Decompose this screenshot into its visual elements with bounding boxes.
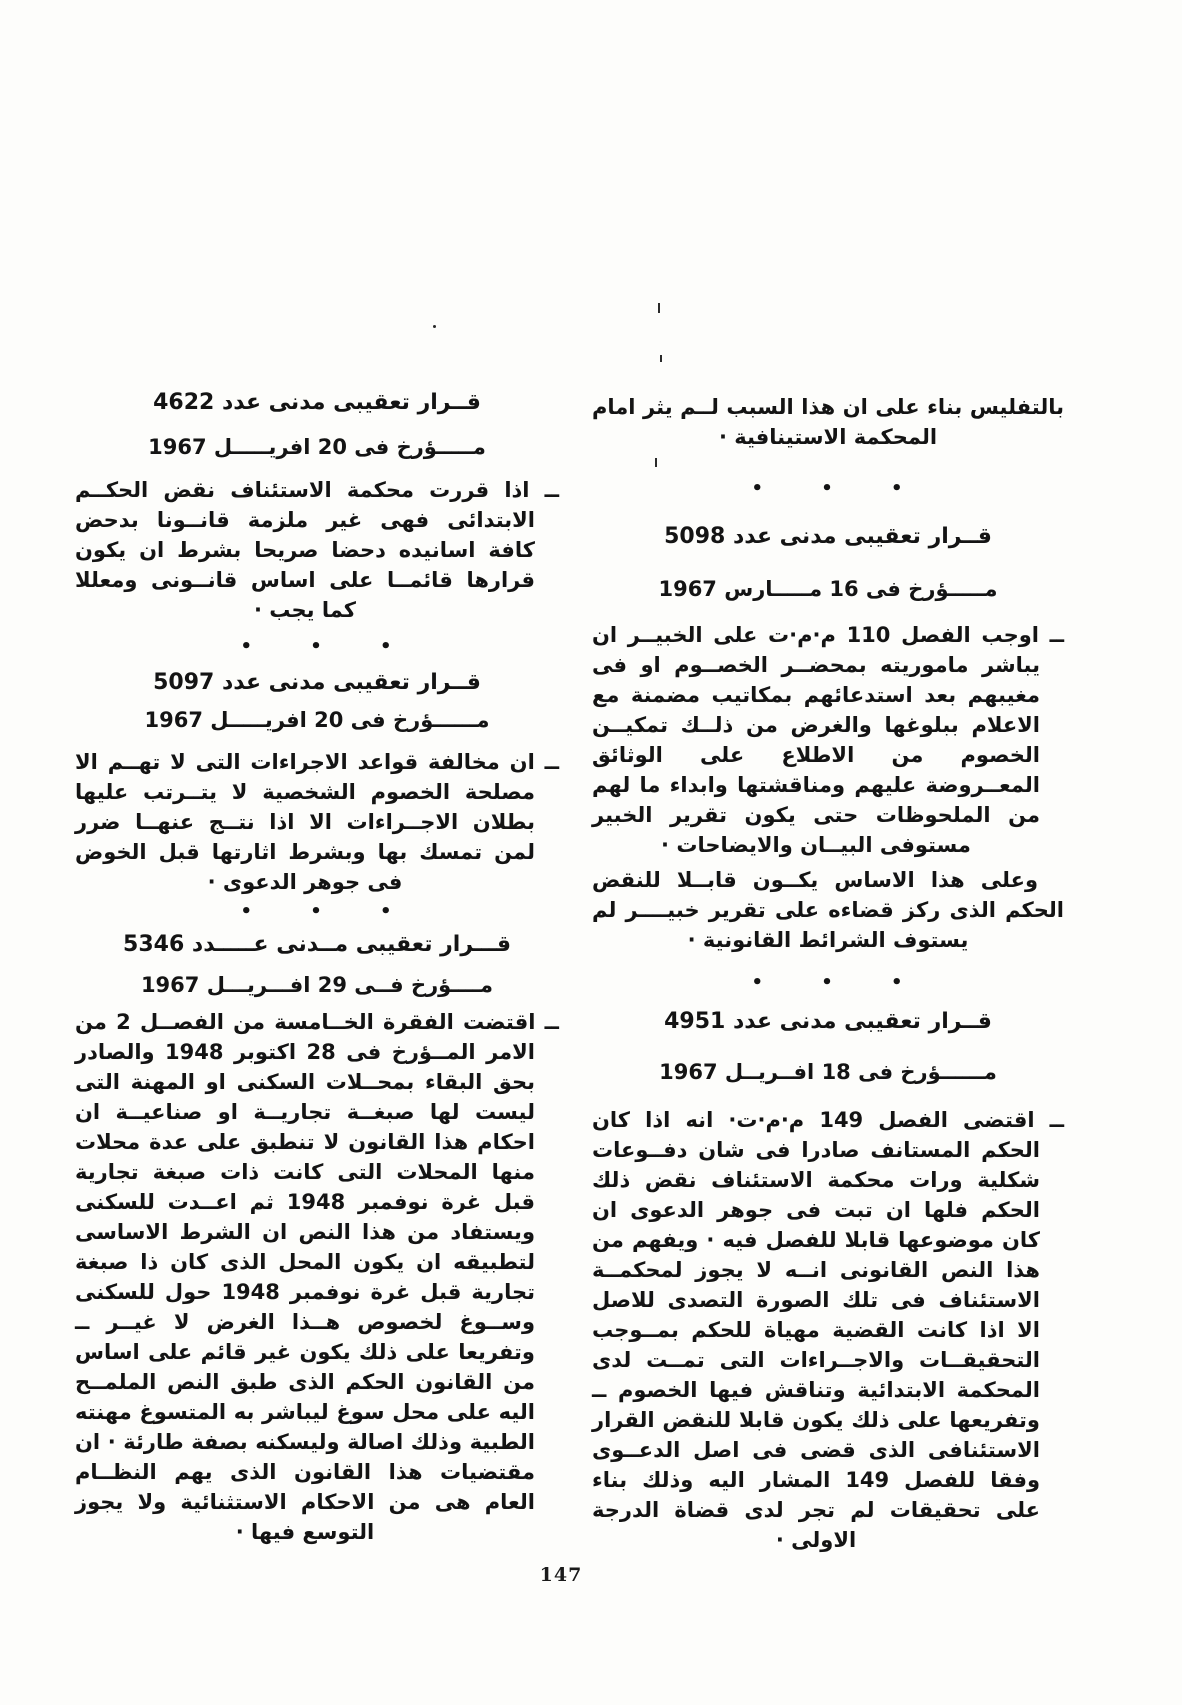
decision-paragraph: ــ ان مخالفة قواعد الاجراءات التى لا تهــم الا مصلحة الخصوم الشخصية لا يتــرتب عليها بطلان الاجــراءات الا اذا نتــج عنهــا ضرر لمن تمسك بها وبشرط اثارتها قبل الخوض فى جوهر الدعوى · [75,750,559,894]
scan-artifact [655,458,657,467]
scan-artifact [660,355,662,362]
decision-paragraph: وعلى هذا الاساس يكــون قابــلا للنقض الحكم الذى ركز قضاءه على تقرير خبيــــر لم يستوف الشرائط القانونية · [592,868,1064,952]
decision-date: مـــــؤرخ فى 20 افريـــــل 1967 [148,435,486,459]
decision-block-5098 [592,522,1064,955]
column-right [592,392,1064,1555]
decision-block-4622 [75,388,559,625]
section-separator: • • • [240,901,394,922]
decision-block-5097 [75,668,559,897]
decision-date: مــــــؤرخ فى 20 افريـــــل 1967 [144,708,490,732]
decision-date: مـــــؤرخ فى 16 مـــــارس 1967 [658,577,998,601]
decision-paragraph: ــ اقتضت الفقرة الخــامسة من الفصــل 2 من الامر المــؤرخ فى 28 اكتوبر 1948 والصادر بحق البقاء بمحــلات السكنى او المهنة التى ليست لها صبغــة تجاريــة او صناعيــة ان احكام هذا القانون لا تنطبق على عدة محلات منها المحلات التى كانت ذات صبغة تجارية قبل غرة نوفمبر 1948 ثم اعــدت للسكنى ويستفاد من هذا النص ان الشرط الاساسى لتطبيقه ان يكون المحل الذى كان ذا صبغة تجارية قبل غرة نوفمبر 1948 حول للسكنى وســوغ لخصوص هــذا الغرض لا غيــر ــ وتفريعا على ذلك يكون غير قائم على اساس من القانون الحكم الذى طبق النص الملمــح اليه على محل سوغ ليباشر به المتسوغ مهنته الطبية وذلك اصالة وليسكنه بصفة طارئة · ان مقتضيات هذا القانون الذى يهم النظــام العام هى من الاحكام الاستثنائية ولا يجوز التوسع فيها · [75,1010,559,1544]
decision-date: مــــــؤرخ فى 18 افــريــل 1967 [659,1060,997,1084]
decision-paragraph: ــ اذا قررت محكمة الاستئناف نقض الحكــم الابتدائى فهى غير ملزمة قانــونا بدحض كافة اسانيده دحضا صريحا بشرط ان يكون قرارها قائمــا على اساس قانــونى ومعللا كما يجب · [75,478,559,622]
section-separator: • • • [240,636,394,657]
decision-title: قــرار تعقيبى مدنى عدد 5097 [153,670,481,695]
decision-block-4951 [592,1007,1064,1555]
scan-artifact [658,303,660,313]
decision-title: قــرار تعقيبى مدنى عدد 4622 [153,390,481,415]
scan-artifact [433,325,436,328]
decision-date: مــــؤرخ فــى 29 افـــريـــل 1967 [140,973,494,997]
section-separator: • • • [751,478,905,499]
page-number: 147 [539,1564,583,1586]
decision-paragraph: ــ اقتضى الفصل 149 م·م·ت· انه اذا كان الحكم المستانف صادرا فى شان دفــوعات شكلية ورات محكمة الاستئناف نقض ذلك الحكم فلها ان تبت فى جوهر الدعوى ان كان موضوعها قابلا للفصل فيه · ويفهم من هذا النص القانونى انــه لا يجوز لمحكمــة الاستئناف فى تلك الصورة التصدى للاصل الا اذا كانت القضية مهياة للحكم بمــوجب التحقيقــات والاجــراءات التى تمــت لدى المحكمة الابتدائية وتناقش فيها الخصوم ــ وتفريعها على ذلك يكون قابلا للنقض القرار الاستئنافى الذى قضى فى اصل الدعــوى وفقا للفصل 149 المشار اليه وذلك بناء على تحقيقات لم تجر لدى قضاة الدرجة الاولى · [592,1108,1064,1552]
decision-paragraph: ــ اوجب الفصل 110 م·م·ت على الخبيــر ان يباشر ماموريته بمحضــر الخصــوم او فى مغيبهم بعد استدعائهم بمكاتيب مضمنة مع الاعلام ببلوغها والغرض من ذلــك تمكيــن الخصوم من الاطلاع على الوثائق المعــروضة عليهم ومناقشتها وابداء ما لهم من الملحوظات حتى يكون تقرير الخبير مستوفى البيــان والايضاحات · [592,623,1064,857]
decision-title: قــرار تعقيبى مدنى عدد 5098 [664,524,992,549]
column-left [75,388,559,1547]
carryover-paragraph: بالتفليس بناء على ان هذا السبب لــم يثر امام المحكمة الاستينافية · [592,395,1064,449]
decision-title: قـــرار تعقيبى مــدنى عـــــدد 5346 [123,932,511,957]
decision-title: قــرار تعقيبى مدنى عدد 4951 [664,1009,992,1034]
section-separator: • • • [751,972,905,993]
decision-block-5346 [75,930,559,1547]
